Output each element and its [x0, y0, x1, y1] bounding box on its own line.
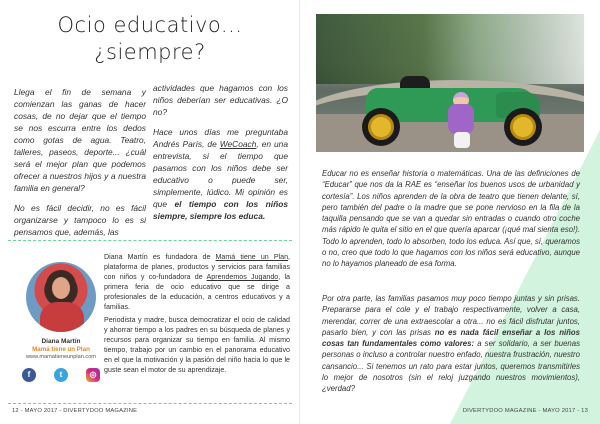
paragraph: actividades que hagamos con los niños deberían ser educativas. ¿O no?	[153, 83, 288, 117]
right-paragraph-1: Educar no es enseñar historia o matemáticas. Una de las definiciones de “Educar” que nos da la RAE es “enseñar los buenos usos de urbanidad y cortesía”. Los niños aprenden de la obra de teatro que tienen delante, sí, pero también del padre o la madre que se pone nervioso en la fila de la taquilla pensando que se van a quedar sin entradas o cuando otro coche más rápido le quita el sitio en el que quería aparcar (¡qué mal sienta eso!). Todo lo aprenden, todo lo absorben, todo los educa. Así que, sí, queramos o no, creo que todo lo que hagamos con los niños será educativo, aunque no lo hayamos planeado de esa forma.	[322, 169, 580, 269]
title-line-2: ¿siempre?	[94, 40, 206, 64]
aprendemos-jugando-link[interactable]: Aprendemos Jugando	[206, 273, 279, 281]
emphasis-text: no es nada fácil enseñar a los niños cosas tan fundamentales como valores:	[322, 327, 580, 349]
text-run: a ser solidario, a ser buenas personas o incluso a controlar nuestro enfado, nuestra frustración, nuestro cansancio... Si tenemos un rato para estar juntos, queremos transmitirles lo mejor de nosotros (sin el reloj juzgando nuestros movimientos), ¿verdad?	[322, 339, 580, 394]
left-column-b	[153, 82, 288, 230]
page-footer: DIVERTYDOO MAGAZINE - MAYO 2017 - 13	[462, 408, 588, 414]
author-bio-box	[8, 240, 292, 405]
facebook-icon[interactable]: f	[22, 368, 36, 382]
avatar	[26, 262, 96, 332]
author-website[interactable]: www.mamatieneunplan.com	[26, 354, 96, 360]
article-title	[20, 12, 280, 66]
emphasis-text: el tiempo con los niños siempre, siempre los educa.	[153, 199, 288, 221]
child-legs	[454, 132, 470, 148]
vintage-car	[356, 76, 556, 146]
paragraph	[153, 126, 288, 222]
author-bio	[104, 252, 290, 378]
text-run: Diana Martín es fundadora de	[104, 253, 216, 261]
instagram-icon[interactable]: ◎	[86, 368, 100, 382]
divider	[8, 240, 292, 241]
divider	[8, 403, 292, 404]
wheel-rim	[510, 114, 536, 140]
author-blog: Mamá tiene un Plan	[32, 346, 90, 353]
face-shape	[52, 277, 70, 299]
page-footer: 12 - MAYO 2017 - DIVERTYDOO MAGAZINE	[12, 408, 138, 414]
text-run: , la primera feria de ocio educativo que se dirige a profesionales de la educación, a centros educativos y a familias.	[104, 273, 290, 311]
article-photo	[316, 14, 584, 152]
author-name: Diana Martín	[41, 338, 81, 345]
trees-background	[316, 14, 584, 84]
twitter-icon[interactable]: t	[54, 368, 68, 382]
car-wheel	[362, 108, 400, 146]
text-run: Hace unos días me preguntaba Andrés París, de	[153, 127, 288, 149]
right-paragraph-2	[322, 293, 580, 395]
title-line-1: Ocio educativo...	[57, 13, 243, 37]
text-run: Por otra parte, las familias pasamos muy poco tiempo juntas y sin prisas. Prepararse para el cole y el trabajo respectivamente, volver a casa, merendar, correr de una extraescolar a otra... no es fácil disfrutar juntos, pasarlo bien, y con las prisas	[322, 294, 580, 337]
paragraph: No es fácil decidir, no es fácil organizarse y tampoco lo es si pensamos que, además, las	[14, 203, 146, 237]
text-run: , en una entrevista, si el tiempo que pasamos con los niños debe ser educativo o puede ser, simplemente, lúdico. Mi opinión es que	[153, 139, 288, 209]
paragraph: Periodista y madre, busca democratizar el ocio de calidad y ahorrar tiempo a los padres en su búsqueda de planes y recursos para organizar su tiempo en familia. Al mismo tiempo, trabajo por un cambio en el panorama educativo en el que la motivación y la pasión del niño hacia lo que le guste sean el motor de su aprendizaje.	[104, 316, 290, 374]
wheel-rim	[368, 114, 394, 140]
text-run: , plataforma de planes, productos y servicios para familias con niños y co-fundadora de	[104, 253, 291, 281]
left-column-a	[14, 86, 146, 246]
mama-tiene-un-plan-link[interactable]: Mamá tiene un Plan	[215, 253, 289, 261]
paragraph	[104, 252, 290, 312]
wecoach-link[interactable]: WeCoach	[219, 139, 257, 149]
right-page	[300, 0, 600, 424]
paragraph: Llega el fin de semana y comienzan las ganas de hacer cosas, de no dejar que el tiempo se nos escurra entre los dedos como gotas de agua. Teatro, talleres, paseos, deporte... ¿cuál será el mejor plan que podemos ofrecer a nuestros hijos y a nuestra familia en general?	[14, 87, 146, 193]
car-wheel	[504, 108, 542, 146]
child-figure	[444, 90, 478, 150]
child-coat	[448, 104, 474, 134]
shirt-shape	[40, 302, 84, 332]
